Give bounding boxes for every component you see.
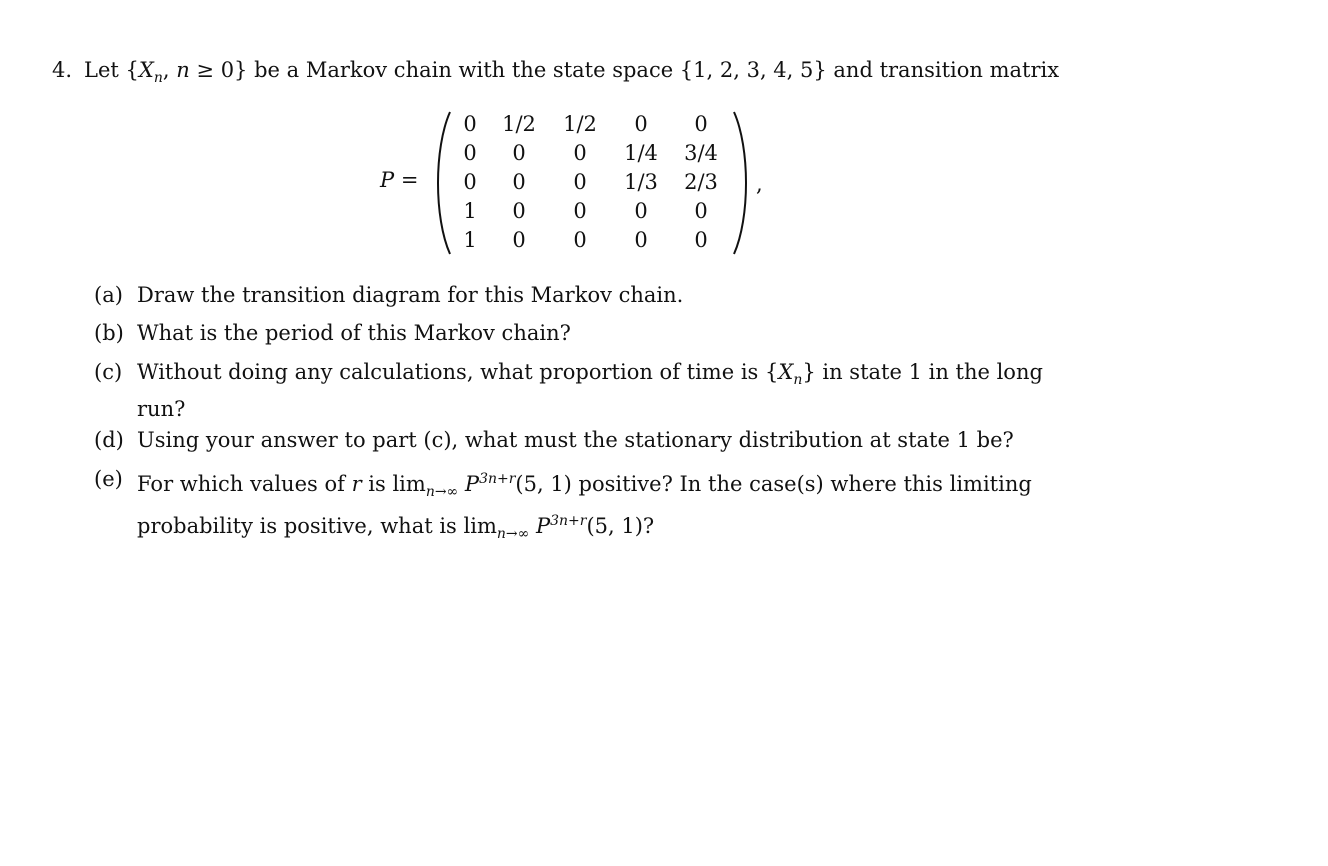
matrix-cell-r1-c3: 1/2 — [563, 112, 597, 136]
matrix-cell-r3-c2: 0 — [512, 170, 526, 194]
matrix-cell-r1-c4: 0 — [634, 112, 648, 136]
matrix-equals: = — [400, 168, 419, 192]
question-e-P: P — [464, 472, 480, 496]
matrix-cell-r2-c3: 0 — [573, 141, 587, 165]
matrix-cell-r5-c5: 0 — [694, 228, 708, 252]
question-a — [94, 281, 1074, 310]
question-e-part4: (5, 1)? — [586, 514, 655, 539]
matrix-cell-r4-c3: 0 — [573, 199, 587, 223]
matrix-cell-r2-c5: 3/4 — [684, 141, 718, 165]
question-e — [94, 465, 1074, 549]
question-e-part1: For which values of — [137, 472, 352, 496]
matrix-cell-r1-c2: 1/2 — [502, 112, 536, 136]
question-a-text: Draw the transition diagram for this Markov chain. — [137, 283, 684, 307]
question-e-lim-sub: n→∞ — [425, 484, 459, 501]
question-b-text: What is the period of this Markov chain? — [137, 321, 571, 345]
matrix-cell-r4-c5: 0 — [694, 199, 708, 223]
intro-set-open: { — [125, 58, 139, 82]
transition-matrix — [432, 108, 752, 258]
intro-comma: , — [162, 58, 177, 82]
right-paren — [734, 112, 746, 254]
matrix-symbol-P: P — [380, 168, 395, 192]
question-c-part2: } in state 1 in the long run? — [137, 360, 1043, 422]
question-e-label: (e) — [94, 467, 123, 491]
matrix-cell-r5-c3: 0 — [573, 228, 587, 252]
matrix-cell-r2-c4: 1/4 — [624, 141, 658, 165]
question-d-text: Using your answer to part (c), what must the stationary distribution at state 1 be? — [137, 428, 1014, 452]
question-c — [94, 358, 1074, 424]
matrix-cell-r2-c2: 0 — [512, 141, 526, 165]
problem-number: 4. — [52, 58, 73, 82]
matrix-cell-r5-c1: 1 — [463, 228, 477, 252]
question-e-text — [137, 465, 1074, 549]
intro-let: Let — [84, 58, 126, 82]
question-d-label: (d) — [94, 428, 124, 452]
intro-geq: ≥ 0} — [189, 58, 248, 82]
matrix-cell-r4-c1: 1 — [463, 199, 477, 223]
question-c-X: X — [778, 360, 794, 384]
intro-n-sub: n — [153, 70, 163, 87]
matrix-cell-r1-c1: 0 — [463, 112, 477, 136]
problem-statement — [52, 56, 1059, 92]
matrix-cell-r3-c5: 2/3 — [684, 170, 718, 194]
transition-matrix-equation — [380, 108, 780, 258]
question-e-r: r — [351, 472, 362, 496]
question-e-P-2: P — [535, 514, 551, 539]
intro-X: X — [138, 58, 154, 82]
question-c-part1: Without doing any calculations, what proportion of time is { — [137, 360, 779, 384]
matrix-cell-r3-c3: 0 — [573, 170, 587, 194]
matrix-cell-r5-c4: 0 — [634, 228, 648, 252]
matrix-cell-r2-c1: 0 — [463, 141, 477, 165]
matrix-cell-r4-c4: 0 — [634, 199, 648, 223]
question-b — [94, 319, 1074, 348]
question-e-exponent-2: 3n+r — [550, 513, 587, 530]
matrix-cell-r4-c2: 0 — [512, 199, 526, 223]
question-e-exponent: 3n+r — [479, 471, 516, 487]
matrix-trailing-comma: , — [756, 172, 763, 196]
question-b-label: (b) — [94, 321, 124, 345]
matrix-lhs — [380, 166, 418, 194]
question-c-n-sub: n — [793, 372, 803, 389]
question-e-part2: is lim — [361, 472, 426, 496]
question-e-lim-sub-2: n→∞ — [496, 526, 530, 543]
question-a-label: (a) — [94, 283, 123, 307]
question-e-part3: (5, 1) positive? In the case(s) where this limiting probability is positive, what is lim — [137, 472, 1032, 539]
matrix-cell-r5-c2: 0 — [512, 228, 526, 252]
question-c-label: (c) — [94, 360, 123, 384]
intro-n: n — [176, 58, 190, 82]
question-d — [94, 426, 1074, 455]
matrix-cell-r1-c5: 0 — [694, 112, 708, 136]
left-paren — [438, 112, 450, 254]
matrix-cell-r3-c4: 1/3 — [624, 170, 658, 194]
matrix-cell-r3-c1: 0 — [463, 170, 477, 194]
question-c-text — [137, 358, 1074, 424]
intro-rest: be a Markov chain with the state space {1, 2, 3, 4, 5} and transition matrix — [247, 58, 1060, 82]
